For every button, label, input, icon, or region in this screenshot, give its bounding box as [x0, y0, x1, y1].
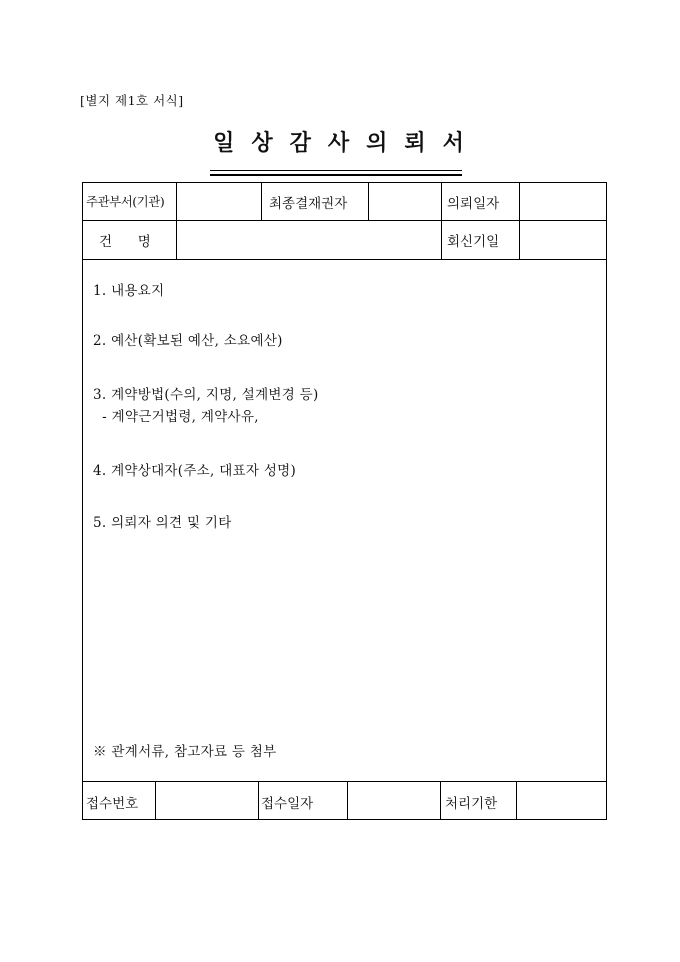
contract-method-item: 3. 계약방법(수의, 지명, 설계변경 등): [93, 387, 319, 403]
column-divider: [261, 183, 262, 220]
receipt-date-field[interactable]: [348, 782, 440, 819]
budget-item: 2. 예산(확보된 예산, 소요예산): [93, 333, 283, 349]
subject-label: 건 명: [99, 234, 151, 250]
title-underline-double: [210, 174, 462, 176]
column-divider: [258, 781, 259, 819]
final-approver-label: 최종결재권자: [269, 196, 348, 212]
reply-deadline-field[interactable]: [520, 221, 606, 259]
column-divider: [441, 183, 442, 259]
final-approver-field[interactable]: [369, 183, 441, 220]
form-table: [82, 182, 607, 820]
title-underline: [210, 170, 462, 171]
processing-deadline-field[interactable]: [517, 782, 606, 819]
summary-item: 1. 내용요지: [93, 283, 165, 299]
receipt-number-label: 접수번호: [86, 796, 139, 812]
requester-opinion-item: 5. 의뢰자 의견 및 기타: [93, 515, 232, 531]
contractor-item: 4. 계약상대자(주소, 대표자 성명): [93, 463, 297, 479]
receipt-date-label: 접수일자: [261, 796, 314, 812]
reply-deadline-label: 회신기일: [447, 234, 500, 250]
dept-field[interactable]: [177, 183, 261, 220]
contract-basis-subitem: - 계약근거법령, 계약사유,: [93, 409, 259, 425]
dept-label: 주관부서(기관): [86, 194, 165, 209]
request-date-field[interactable]: [520, 183, 606, 220]
document-title: 일상감사의뢰서: [213, 130, 481, 156]
column-divider: [440, 781, 441, 819]
processing-deadline-label: 처리기한: [445, 796, 498, 812]
form-number-label: [별지 제1호 서식]: [80, 93, 184, 108]
request-content-area[interactable]: [83, 260, 606, 781]
attachment-note: ※ 관계서류, 참고자료 등 첨부: [93, 744, 277, 760]
request-date-label: 의뢰일자: [447, 196, 500, 212]
receipt-number-field[interactable]: [156, 782, 258, 819]
subject-field[interactable]: [177, 221, 441, 259]
